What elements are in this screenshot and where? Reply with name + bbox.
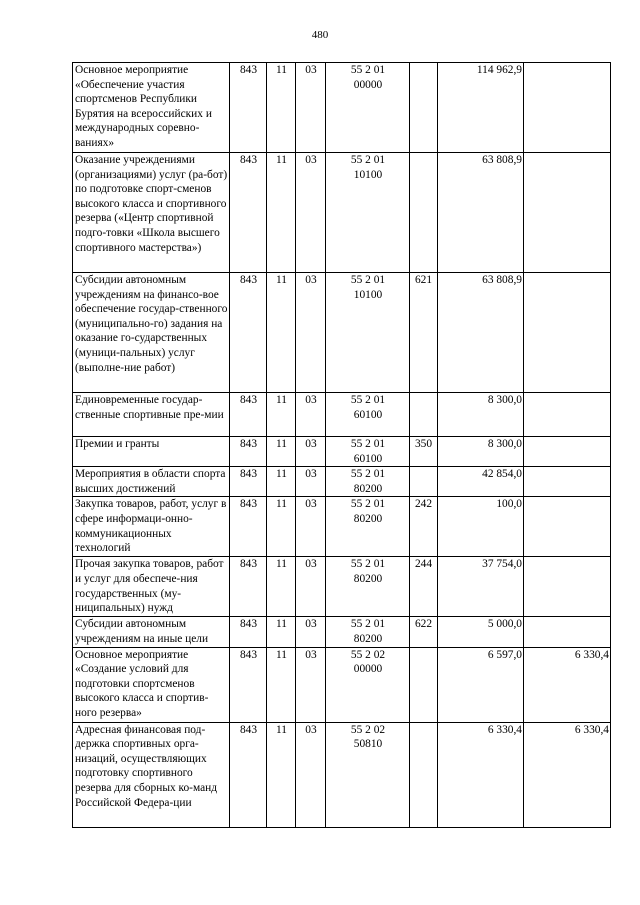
target-article-code-part2: 10100 (353, 168, 383, 181)
expense-type-code (410, 153, 438, 273)
grbs-code: 843 (230, 557, 267, 617)
grbs-code: 843 (230, 437, 267, 467)
row-description: Закупка товаров, работ, услуг в сфере информаци-онно-коммуникационных технологий (73, 497, 230, 557)
section-code: 11 (267, 273, 296, 393)
amount-1: 6 597,0 (438, 647, 524, 722)
amount-1: 114 962,9 (438, 63, 524, 153)
target-article-code-part1: 55 2 01 (350, 468, 386, 481)
target-article-code-part2: 00000 (353, 663, 383, 676)
amount-1: 63 808,9 (438, 273, 524, 393)
section-code: 11 (267, 647, 296, 722)
subsection-code: 03 (296, 557, 326, 617)
row-description: Адресная финансовая под-держка спортивных орга-низаций, осуществляющих подготовку спортивного резерва для сборных ко-манд Российской Федера-ции (73, 722, 230, 827)
expense-type-code (410, 63, 438, 153)
amount-1: 5 000,0 (438, 617, 524, 647)
target-article-code-part1: 55 2 01 (350, 154, 386, 166)
amount-2 (524, 273, 611, 393)
table-row (73, 647, 611, 722)
target-article-code-part2: 80200 (353, 632, 383, 645)
table-row (73, 617, 611, 647)
table-row (73, 557, 611, 617)
section-code: 11 (267, 497, 296, 557)
target-article-code-part2: 00000 (353, 78, 383, 91)
budget-table (72, 62, 611, 828)
grbs-code: 843 (230, 393, 267, 437)
target-article-code-part1: 55 2 02 (350, 648, 386, 661)
row-description: Субсидии автономным учреждениям на финансо-вое обеспечение государ-ственного (муниципально-го) задания на оказание го-сударственных (муници-пальных) услуг (выполне-ние работ) (73, 273, 230, 393)
section-code: 11 (267, 467, 296, 497)
expense-type-code: 350 (410, 437, 438, 467)
table-row (73, 467, 611, 497)
amount-2 (524, 393, 611, 437)
section-code: 11 (267, 617, 296, 647)
table-row (73, 437, 611, 467)
subsection-code: 03 (296, 617, 326, 647)
section-code: 11 (267, 557, 296, 617)
target-article-code (326, 273, 410, 393)
subsection-code: 03 (296, 153, 326, 273)
grbs-code: 843 (230, 722, 267, 827)
amount-2 (524, 497, 611, 557)
target-article-code (326, 467, 410, 497)
grbs-code: 843 (230, 153, 267, 273)
table-row (73, 63, 611, 153)
amount-2 (524, 467, 611, 497)
row-description: Единовременные государ-ственные спортивные пре-мии (73, 393, 230, 437)
amount-1: 100,0 (438, 497, 524, 557)
row-description: Мероприятия в области спорта высших достижений (73, 467, 230, 497)
amount-2: 6 330,4 (524, 722, 611, 827)
target-article-code (326, 617, 410, 647)
amount-1: 8 300,0 (438, 393, 524, 437)
grbs-code: 843 (230, 273, 267, 393)
expense-type-code: 244 (410, 557, 438, 617)
target-article-code-part1: 55 2 01 (350, 394, 386, 406)
section-code: 11 (267, 437, 296, 467)
page-number: 480 (311, 29, 329, 41)
expense-type-code: 242 (410, 497, 438, 557)
section-code: 11 (267, 153, 296, 273)
target-article-code-part1: 55 2 01 (350, 618, 386, 631)
section-code: 11 (267, 722, 296, 827)
amount-1: 63 808,9 (438, 153, 524, 273)
amount-2 (524, 63, 611, 153)
amount-2 (524, 617, 611, 647)
amount-2 (524, 153, 611, 273)
target-article-code (326, 647, 410, 722)
subsection-code: 03 (296, 63, 326, 153)
target-article-code-part2: 80200 (353, 482, 383, 495)
subsection-code: 03 (296, 722, 326, 827)
row-description: Основное мероприятие «Создание условий для подготовки спортсменов высокого класса и спортив-ного резерва» (73, 647, 230, 722)
expense-type-code: 621 (410, 273, 438, 393)
table-row (73, 153, 611, 273)
amount-1: 8 300,0 (438, 437, 524, 467)
target-article-code-part2: 60100 (353, 408, 383, 421)
expense-type-code (410, 722, 438, 827)
target-article-code (326, 393, 410, 437)
section-code: 11 (267, 393, 296, 437)
target-article-code-part2: 10100 (353, 288, 383, 301)
subsection-code: 03 (296, 497, 326, 557)
grbs-code: 843 (230, 647, 267, 722)
subsection-code: 03 (296, 467, 326, 497)
expense-type-code (410, 467, 438, 497)
amount-2 (524, 437, 611, 467)
table-row (73, 273, 611, 393)
grbs-code: 843 (230, 63, 267, 153)
row-description: Основное мероприятие «Обеспечение участия спортсменов Республики Бурятия на всероссийских и международных соревно-ваниях» (73, 63, 230, 153)
target-article-code (326, 63, 410, 153)
expense-type-code (410, 647, 438, 722)
amount-1: 42 854,0 (438, 467, 524, 497)
subsection-code: 03 (296, 393, 326, 437)
target-article-code-part1: 55 2 02 (350, 723, 386, 736)
expense-type-code (410, 393, 438, 437)
target-article-code (326, 557, 410, 617)
target-article-code (326, 437, 410, 467)
target-article-code-part1: 55 2 01 (350, 274, 386, 286)
subsection-code: 03 (296, 647, 326, 722)
target-article-code-part2: 50810 (353, 738, 383, 751)
grbs-code: 843 (230, 617, 267, 647)
subsection-code: 03 (296, 437, 326, 467)
target-article-code-part1: 55 2 01 (350, 438, 386, 450)
grbs-code: 843 (230, 467, 267, 497)
table-row (73, 722, 611, 827)
target-article-code (326, 497, 410, 557)
row-description: Субсидии автономным учреждениям на иные цели (73, 617, 230, 647)
target-article-code-part1: 55 2 01 (350, 498, 386, 511)
target-article-code-part1: 55 2 01 (350, 64, 386, 76)
target-article-code (326, 153, 410, 273)
target-article-code-part2: 80200 (353, 512, 383, 525)
amount-2 (524, 557, 611, 617)
subsection-code: 03 (296, 273, 326, 393)
row-description: Премии и гранты (73, 437, 230, 467)
row-description: Прочая закупка товаров, работ и услуг для обеспече-ния государственных (му-ниципальных) нужд (73, 557, 230, 617)
target-article-code (326, 722, 410, 827)
amount-1: 6 330,4 (438, 722, 524, 827)
amount-1: 37 754,0 (438, 557, 524, 617)
target-article-code-part1: 55 2 01 (350, 558, 386, 571)
target-article-code-part2: 80200 (353, 572, 383, 585)
row-description: Оказание учреждениями (организациями) услуг (ра-бот) по подготовке спорт-сменов высокого класса и спортивного резерва («Центр спортивной подго-товки «Школа высшего спортивного мастерства») (73, 153, 230, 273)
table-row (73, 393, 611, 437)
grbs-code: 843 (230, 497, 267, 557)
expense-type-code: 622 (410, 617, 438, 647)
table-row (73, 497, 611, 557)
target-article-code-part2: 60100 (353, 452, 383, 465)
section-code: 11 (267, 63, 296, 153)
amount-2: 6 330,4 (524, 647, 611, 722)
